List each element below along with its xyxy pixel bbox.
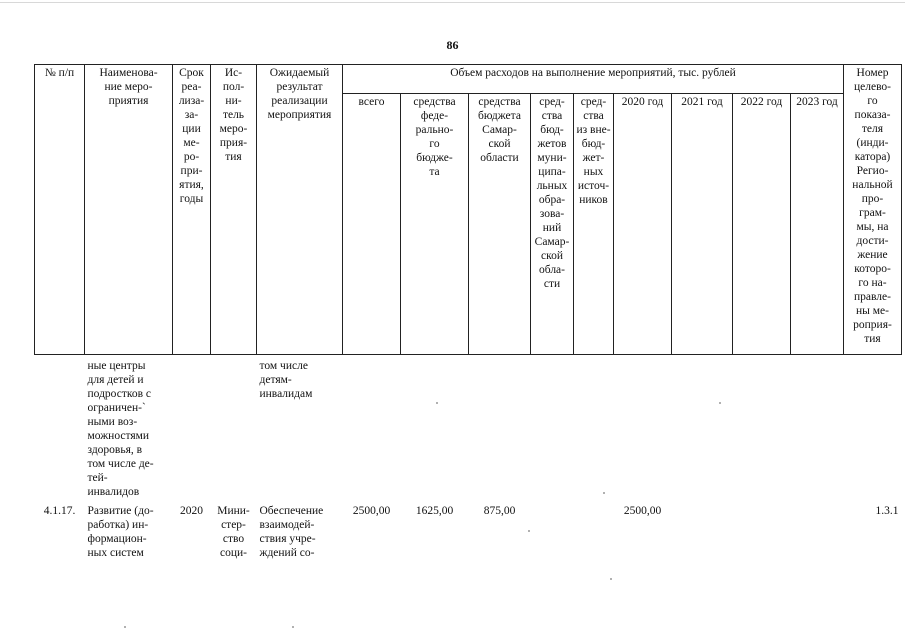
- cell-indicator: [844, 355, 902, 501]
- expenses-table: [34, 64, 902, 561]
- scan-speck: [292, 626, 294, 628]
- cell-2023: [791, 500, 844, 561]
- cell-number: [35, 355, 85, 501]
- top-edge-line: [0, 2, 905, 3]
- cell-extra: [574, 500, 614, 561]
- header-number: № п/п: [35, 65, 85, 355]
- header-executor: Ис- пол- ни- тель меро- прия- тия: [211, 65, 257, 355]
- header-total: всего: [343, 94, 401, 355]
- cell-expected-result: том числе детям- инвалидам: [259, 360, 313, 400]
- header-term: Срок реа- лиза- за- ции ме- ро- при- ятия, годы: [173, 65, 211, 355]
- header-row-1: [35, 65, 902, 94]
- cell-2021: [672, 500, 733, 561]
- cell-extra: [574, 355, 614, 501]
- scan-speck: [719, 402, 721, 404]
- header-indicator-number: Номер целево- го показа- теля (инди- катора) Регио- нальной про- грам- мы, на дости- жение которо- го на- правле- ны ме- роприя- тия: [844, 65, 902, 355]
- cell-federal: [401, 355, 469, 501]
- cell-indicator: 1.3.1: [875, 505, 899, 517]
- scan-speck: [436, 402, 438, 404]
- scan-speck: [610, 578, 612, 580]
- cell-2020: 2500,00: [623, 505, 662, 517]
- cell-total: 2500,00: [352, 505, 391, 517]
- cell-term: 2020: [180, 505, 203, 517]
- cell-municipal: [531, 355, 574, 501]
- cell-executor: Мини- стер- ство соци-: [217, 505, 250, 559]
- header-expenses-group: Объем расходов на выполнение мероприятий, тыс. рублей: [343, 65, 844, 94]
- cell-2022: [733, 355, 791, 501]
- header-event-name: Наименова- ние меро- приятия: [85, 65, 173, 355]
- cell-regional: [469, 355, 531, 501]
- cell-event-name: Развитие (до- работка) ин- формацион- ных систем: [87, 505, 154, 559]
- header-year-2023: 2023 год: [791, 94, 844, 355]
- header-federal-budget: средства феде- рально- го бюдже- та: [401, 94, 469, 355]
- cell-term: [173, 355, 211, 501]
- page-number: 86: [446, 38, 459, 52]
- header-year-2022: 2022 год: [733, 94, 791, 355]
- header-expected-result: Ожидаемый результат реализации мероприятия: [257, 65, 343, 355]
- table-row: [35, 355, 902, 501]
- cell-number: 4.1.17.: [43, 505, 76, 517]
- cell-regional: 875,00: [483, 505, 516, 517]
- header-year-2021: 2021 год: [672, 94, 733, 355]
- header-year-2020: 2020 год: [614, 94, 672, 355]
- cell-municipal: [531, 500, 574, 561]
- header-municipal-budget: сред- ства бюд- жетов муни- ципа- льных обра- зова- ний Самар- ской обла- сти: [531, 94, 574, 355]
- cell-federal: 1625,00: [415, 505, 454, 517]
- scan-speck: [124, 626, 126, 628]
- cell-total: [343, 355, 401, 501]
- cell-expected-result: Обеспечение взаимодей- ствия учре- ждений со-: [259, 505, 324, 559]
- cell-2020: [614, 355, 672, 501]
- cell-executor: [211, 355, 257, 501]
- header-regional-budget: средства бюджета Самар- ской области: [469, 94, 531, 355]
- table-row: [35, 500, 902, 561]
- scan-speck: [603, 492, 605, 494]
- header-extra-budget: сред- ства из вне- бюд- жет- ных источ- ников: [574, 94, 614, 355]
- cell-event-name: ные центры для детей и подростков с ограничен-` ными воз- можностями здоровья, в том числе де- тей- инвалидов: [87, 360, 154, 498]
- cell-2021: [672, 355, 733, 501]
- scan-speck: [528, 530, 530, 532]
- cell-2023: [791, 355, 844, 501]
- cell-2022: [733, 500, 791, 561]
